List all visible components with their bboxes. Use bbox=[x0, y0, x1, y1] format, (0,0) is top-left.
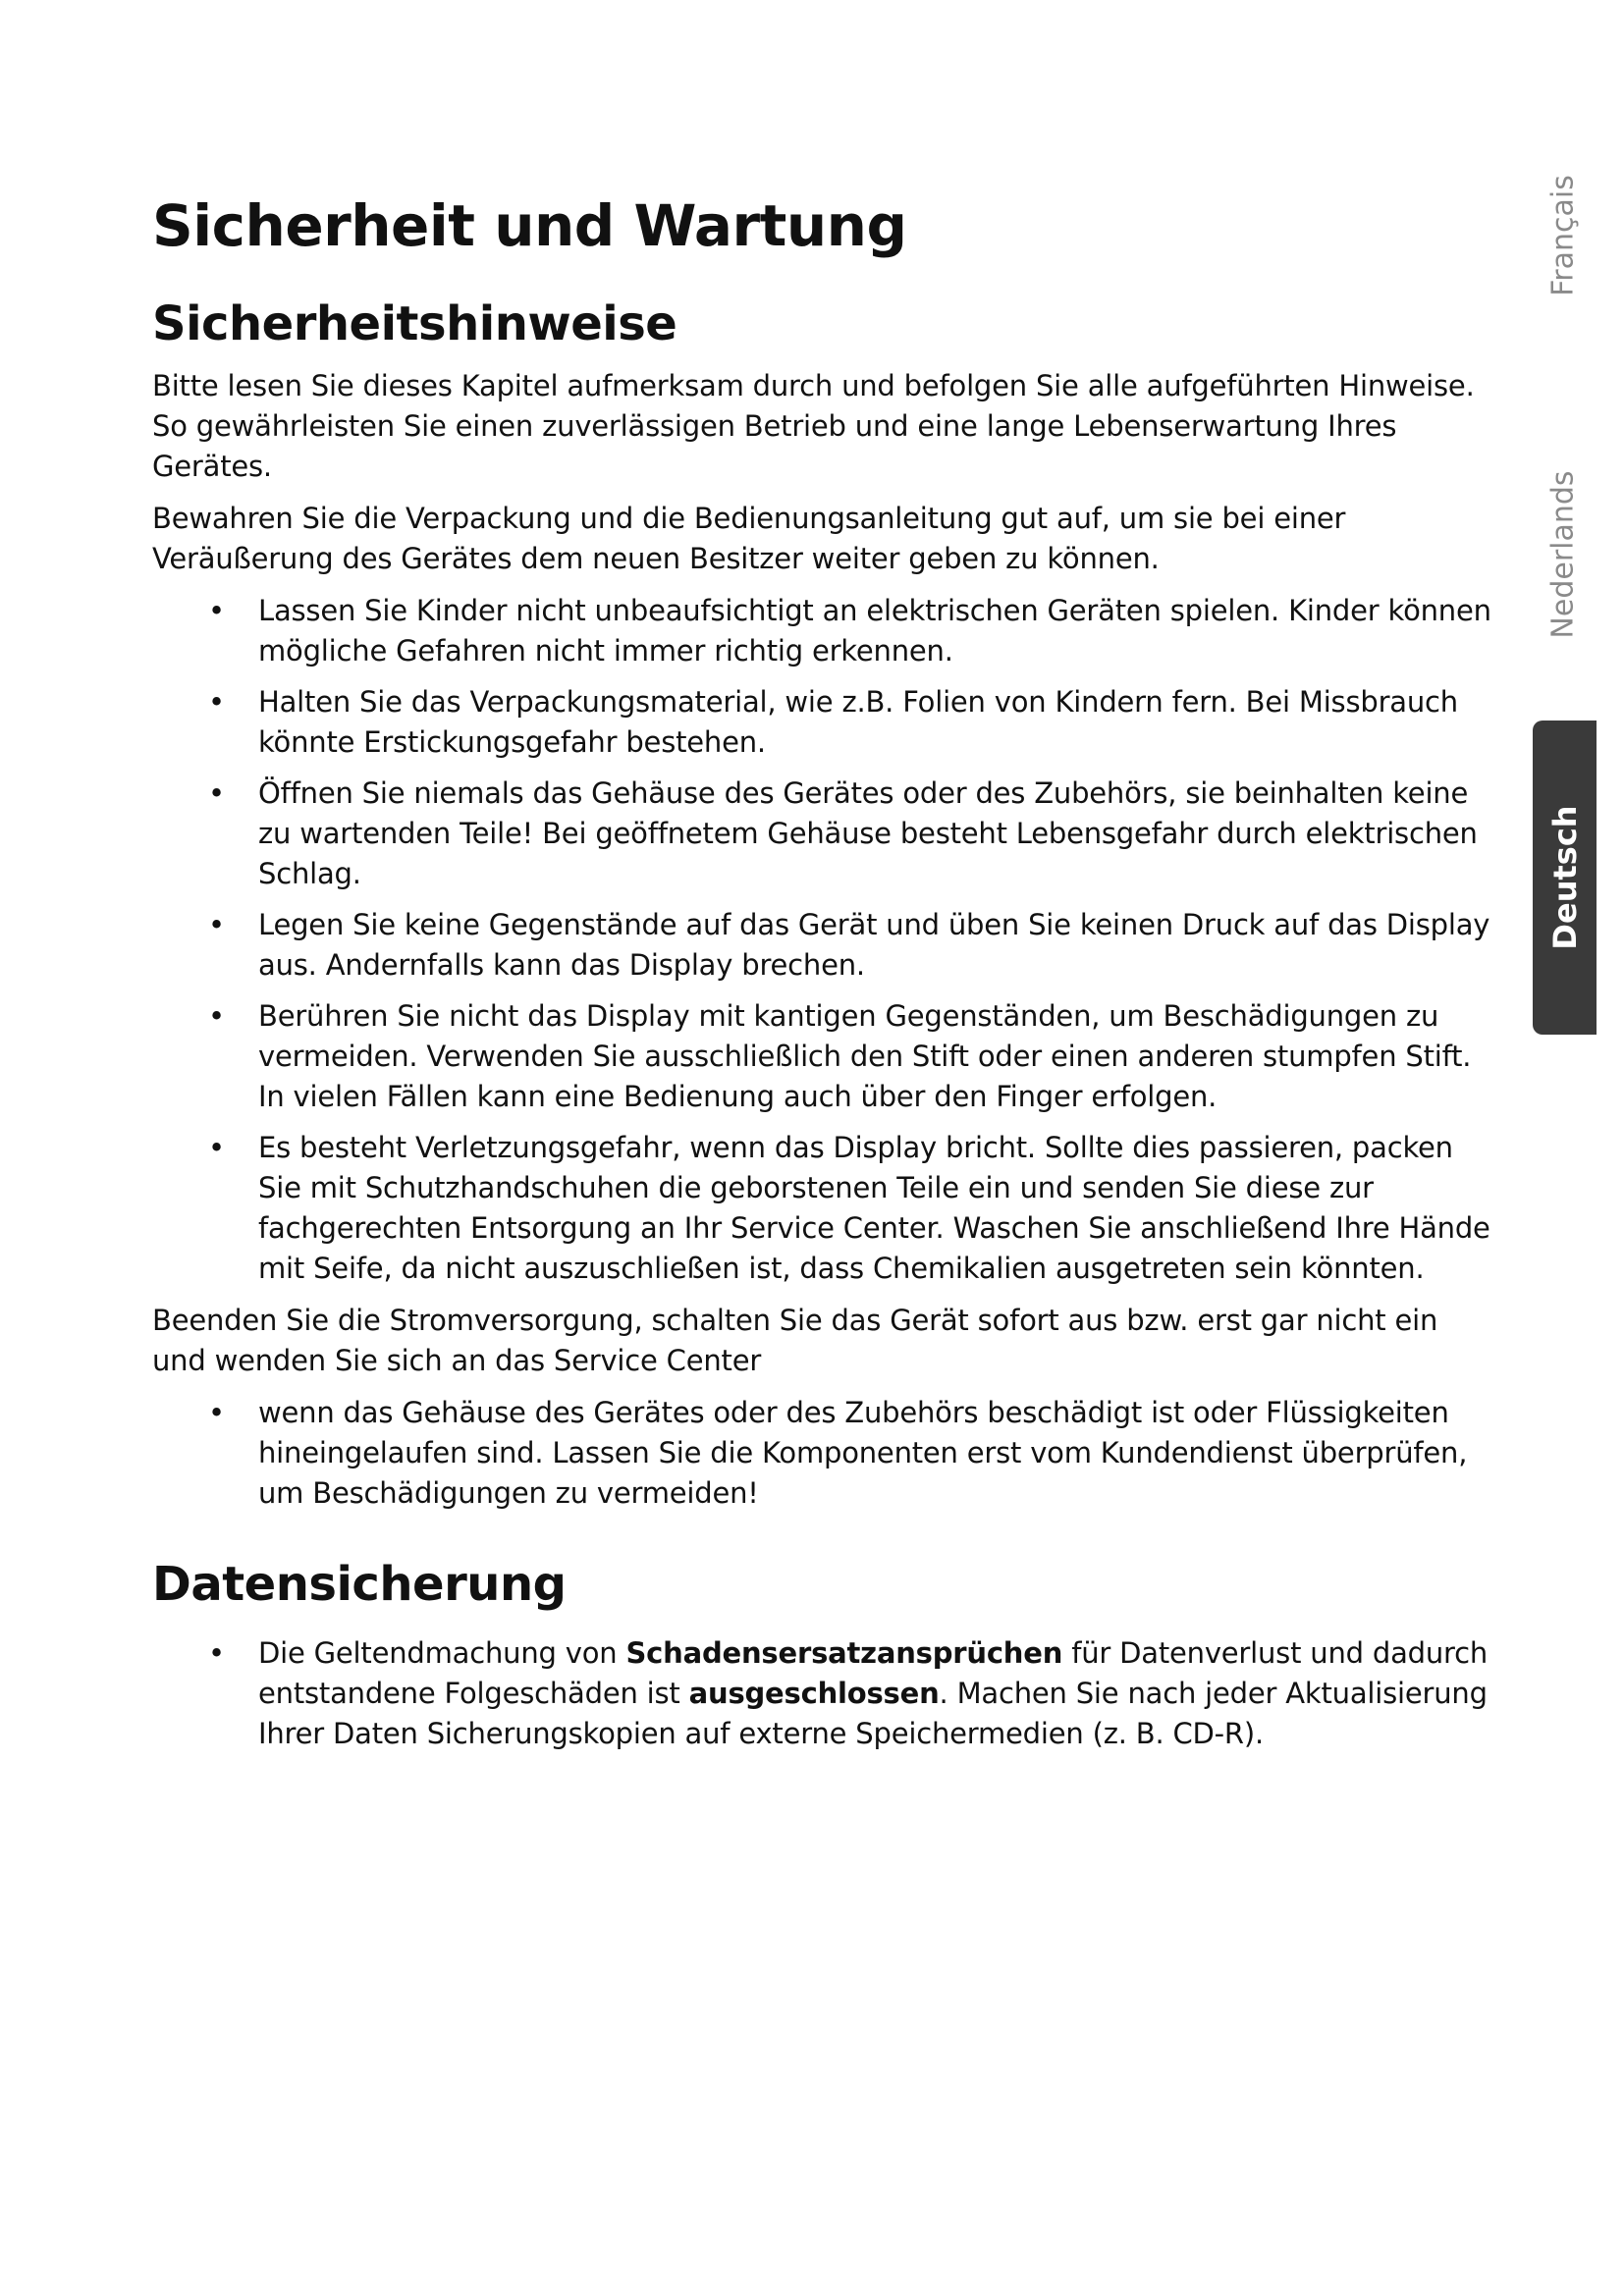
section-heading-safety: Sicherheitshinweise bbox=[152, 295, 677, 351]
service-list bbox=[152, 1393, 1497, 1514]
side-tab-francais bbox=[1534, 167, 1593, 304]
side-tab-label: Français bbox=[1545, 175, 1581, 296]
intro-paragraph-2: Bewahren Sie die Verpackung und die Bedienungsanleitung gut auf, um sie bei einer Veräußerung des Gerätes dem neuen Besitzer weiter geben zu können. bbox=[152, 502, 1346, 576]
backup-text-2: für Datenverlust und dadurch entstandene Folgeschäden ist bbox=[258, 1635, 1489, 1710]
side-tab-deutsch bbox=[1533, 721, 1597, 1035]
backup-list bbox=[152, 1633, 1497, 1754]
list-item: • Berühren Sie nicht das Display mit kantigen Gegenständen, um Beschädigungen zu vermeiden. Verwenden Sie ausschließlich den Stift oder einen anderen stumpfen Stift. In vielen Fällen kann eine Bedienung auch über den Finger erfolgen. bbox=[152, 996, 1497, 1117]
page-title: Sicherheit und Wartung bbox=[152, 192, 907, 259]
list-item: • Lassen Sie Kinder nicht unbeaufsichtigt an elektrischen Geräten spielen. Kinder können mögliche Gefahren nicht immer richtig erkennen. bbox=[152, 591, 1497, 671]
list-item: • Halten Sie das Verpackungsmaterial, wie z.B. Folien von Kindern fern. Bei Missbrauch könnte Erstickungsgefahr bestehen. bbox=[152, 682, 1497, 763]
safety-list bbox=[152, 591, 1497, 1289]
side-tab-label: Nederlands bbox=[1545, 470, 1581, 639]
backup-text-1: Die Geltendmachung von bbox=[258, 1635, 626, 1670]
section-heading-backup: Datensicherung bbox=[152, 1557, 567, 1613]
list-item: • Es besteht Verletzungsgefahr, wenn das Display bricht. Sollte dies passieren, packen Sie mit Schutzhandschuhen die geborstenen Teile ein und senden Sie diese zur fachgerechten Entsorgung an Ihr Service Center. Waschen Sie anschließend Ihre Hände mit Seife, da nicht auszuschließen ist, dass Chemikalien ausgetreten sein könnten. bbox=[152, 1128, 1497, 1289]
list-item bbox=[152, 1633, 1497, 1754]
page-content bbox=[152, 192, 1497, 1766]
list-item: • wenn das Gehäuse des Gerätes oder des Zubehörs beschädigt ist oder Flüssigkeiten hineingelaufen sind. Lassen Sie die Komponenten erst vom Kundendienst überprüfen, um Beschädigungen zu vermeiden! bbox=[152, 1393, 1497, 1514]
backup-bold-2: ausgeschlossen bbox=[688, 1676, 940, 1710]
list-item: • Legen Sie keine Gegenstände auf das Gerät und üben Sie keinen Druck auf das Display aus. Andernfalls kann das Display brechen. bbox=[152, 905, 1497, 986]
backup-text-3: . Machen Sie nach jeder Aktualisierung Ihrer Daten Sicherungskopien auf externe Speichermedien (z. B. CD-R). bbox=[258, 1676, 1488, 1750]
power-paragraph: Beenden Sie die Stromversorgung, schalten Sie das Gerät sofort aus bzw. erst gar nicht ein und wenden Sie sich an das Service Center bbox=[152, 1304, 1438, 1378]
side-tab-label: Deutsch bbox=[1545, 805, 1584, 950]
list-item: • Öffnen Sie niemals das Gehäuse des Gerätes oder des Zubehörs, sie beinhalten keine zu wartenden Teile! Bei geöffnetem Gehäuse besteht Lebensgefahr durch elektrischen Schlag. bbox=[152, 774, 1497, 894]
intro-paragraph-1: Bitte lesen Sie dieses Kapitel aufmerksam durch und befolgen Sie alle aufgeführten Hinweise. So gewährleisten Sie einen zuverlässigen Betrieb und eine lange Lebenserwartung Ihres Gerätes. bbox=[152, 369, 1475, 484]
backup-bold-1: Schadensersatzansprüchen bbox=[625, 1635, 1063, 1670]
side-tab-nederlands bbox=[1534, 461, 1593, 648]
